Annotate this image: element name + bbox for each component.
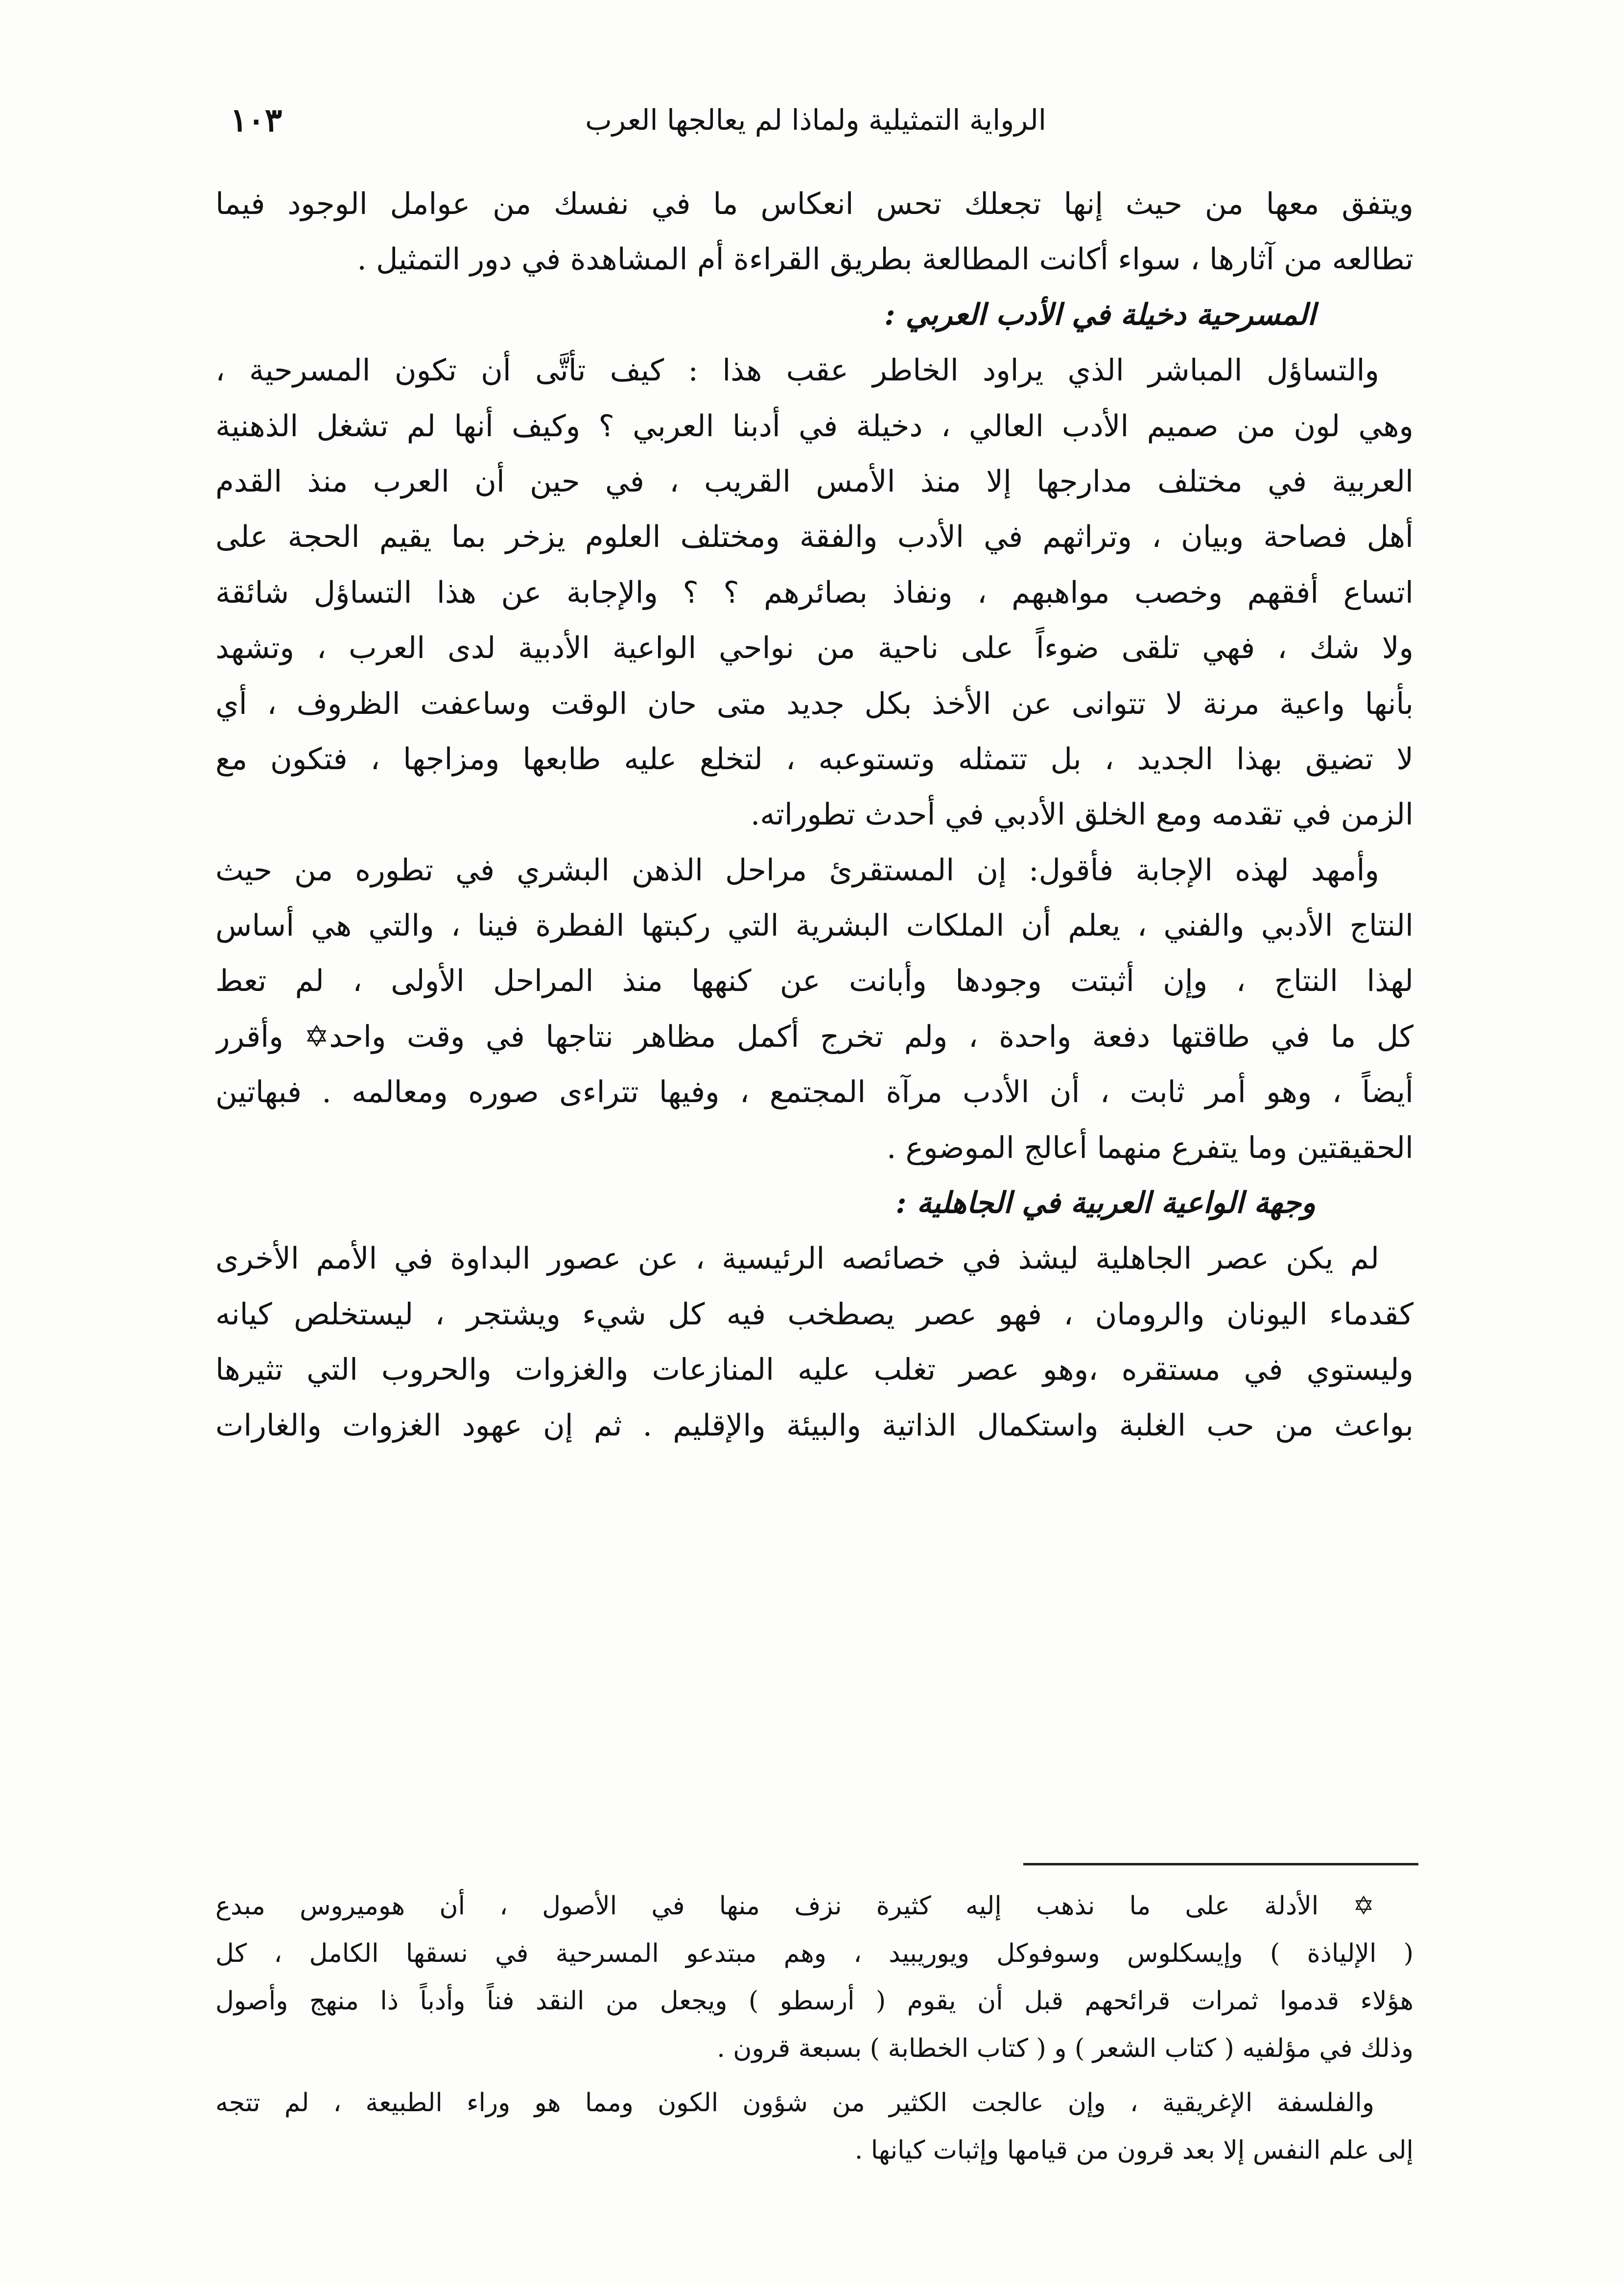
section-heading: وجهة الواعية العربية في الجاهلية : <box>895 1186 1316 1221</box>
text-line: تطالعه من آثارها ، سواء أكانت المطالعة بطريق القراءة أم المشاهدة في دور التمثيل . <box>357 242 1413 277</box>
footnote-line: ( الإلياذة ) وإيسكلوس وسوفوكل ويوريبيد ، وهم مبتدعو المسرحية في نسقها الكامل ، كل <box>215 1939 1413 1968</box>
text-line: ويتفق معها من حيث إنها تجعلك تحس انعكاس ما في نفسك من عوامل الوجود فيما <box>215 187 1413 221</box>
text-line: ولا شك ، فهي تلقى ضوءاً على ناحية من نواحي الواعية الأدبية لدى العرب ، وتشهد <box>215 631 1413 666</box>
text-line: وهي لون من صميم الأدب العالي ، دخيلة في أدبنا العربي ؟ وكيف أنها لم تشغل الذهنية <box>215 408 1413 444</box>
section-heading: المسرحية دخيلة في الأدب العربي : <box>884 297 1316 332</box>
text-line: الزمن في تقدمه ومع الخلق الأدبي في أحدث تطوراته. <box>750 797 1413 832</box>
text-line: النتاج الأدبي والفني ، يعلم أن الملكات البشرية التي ركبتها الفطرة فينا ، والتي هي أساس <box>215 908 1413 943</box>
text-line: بأنها واعية مرنة لا تتوانى عن الأخذ بكل جديد متى حان الوقت وساعفت الظروف ، أي <box>215 686 1413 721</box>
footnote-line: إلى علم النفس إلا بعد قرون من قيامها وإثبات كيانها . <box>854 2136 1413 2165</box>
footnotes <box>215 1883 1413 2174</box>
text-line: الحقيقتين وما يتفرع منهما أعالج الموضوع . <box>887 1130 1413 1165</box>
page-number: ١٠٣ <box>230 101 282 139</box>
text-line: كل ما في طاقتها دفعة واحدة ، ولم تخرج أكمل مظاهر نتاجها في وقت واحد✡ وأقرر <box>215 1019 1413 1054</box>
text-line: بواعث من حب الغلبة واستكمال الذاتية والبيئة والإقليم . ثم إن عهود الغزوات والغارات <box>215 1408 1413 1443</box>
text-line: أهل فصاحة وبيان ، وتراثهم في الأدب والفقة ومختلف العلوم يزخر بما يقيم الحجة على <box>215 519 1413 555</box>
text-line: كقدماء اليونان والرومان ، فهو عصر يصطخب فيه كل شيء ويشتجر ، ليستخلص كيانه <box>215 1296 1413 1332</box>
footnote-line: وذلك في مؤلفيه ( كتاب الشعر ) و ( كتاب الخطابة ) بسبعة قرون . <box>717 2034 1413 2063</box>
text-line: لا تضيق بهذا الجديد ، بل تتمثله وتستوعبه ، لتخلع عليه طابعها ومزاجها ، فتكون مع <box>215 741 1413 777</box>
text-line: والتساؤل المباشر الذي يراود الخاطر عقب هذا : كيف تأتَّى أن تكون المسرحية ، <box>215 353 1379 388</box>
footnote-divider <box>1023 1863 1418 1865</box>
running-title: الرواية التمثيلية ولماذا لم يعالجها العرب <box>585 103 1046 137</box>
text-line: العربية في مختلف مدارجها إلا منذ الأمس القريب ، في حين أن العرب منذ القدم <box>215 464 1413 499</box>
footnote-gap <box>215 2073 1413 2079</box>
text-line: وليستوي في مستقره ،وهو عصر تغلب عليه المنازعات والغزوات والحروب التي تثيرها <box>215 1352 1413 1388</box>
text-line: وأمهد لهذه الإجابة فأقول: إن المستقرئ مراحل الذهن البشري في تطوره من حيث <box>215 852 1379 888</box>
text-line: لهذا النتاج ، وإن أثبتت وجودها وأبانت عن كنهها منذ المراحل الأولى ، لم تعط <box>215 964 1413 999</box>
body-text <box>215 176 1413 1453</box>
text-line: لم يكن عصر الجاهلية ليشذ في خصائصه الرئيسية ، عن عصور البداوة في الأمم الأخرى <box>215 1241 1379 1276</box>
text-line: أيضاً ، وهو أمر ثابت ، أن الأدب مرآة المجتمع ، وفيها تتراءى صوره ومعالمه . فبهاتين <box>215 1075 1413 1110</box>
footnote-line: والفلسفة الإغريقية ، وإن عالجت الكثير من شؤون الكون ومما هو وراء الطبيعة ، لم تتجه <box>215 2088 1374 2118</box>
running-head <box>230 93 1046 147</box>
footnote-line: ✡ الأدلة على ما نذهب إليه كثيرة نزف منها في الأصول ، أن هوميروس مبدع <box>215 1891 1374 1921</box>
footnote-line: هؤلاء قدموا ثمرات قرائحهم قبل أن يقوم ( أرسطو ) ويجعل من النقد فناً وأدباً ذا منهج وأصول <box>215 1986 1413 2016</box>
text-line: اتساع أفقهم وخصب مواهبهم ، ونفاذ بصائرهم ؟ ؟ والإجابة عن هذا التساؤل شائقة <box>215 575 1413 610</box>
